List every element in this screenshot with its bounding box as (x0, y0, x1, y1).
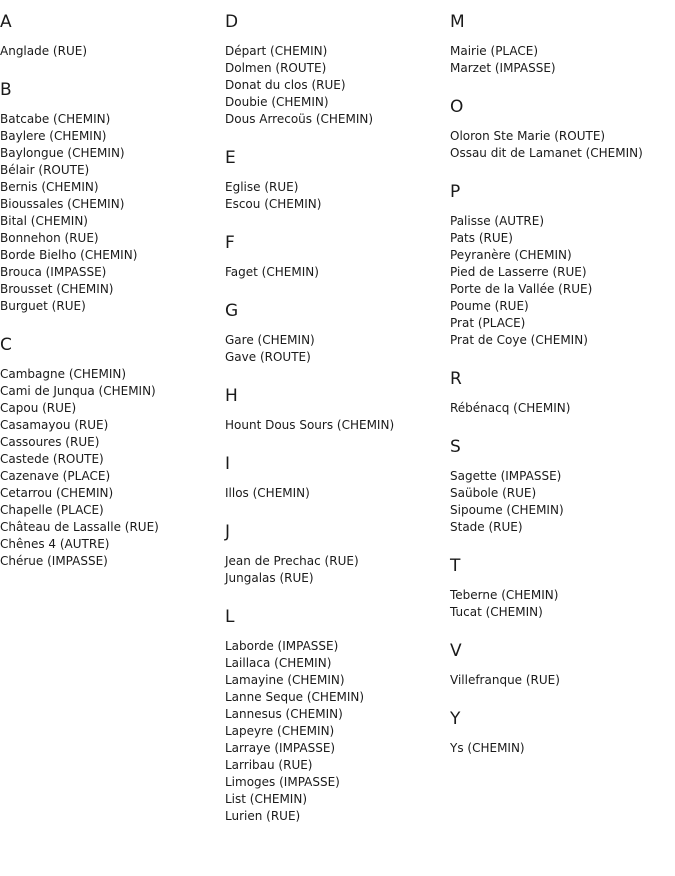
section-letter-heading: H (225, 386, 238, 406)
street-entry: Dous Arrecoüs (CHEMIN) (225, 112, 374, 126)
street-entry: Illos (CHEMIN) (225, 486, 310, 500)
street-list (225, 179, 450, 213)
letter-section (225, 11, 450, 128)
street-entry: Porte de la Vallée (RUE) (450, 282, 593, 296)
street-entry: Prat (PLACE) (450, 316, 526, 330)
street-list (450, 128, 675, 162)
letter-section (450, 436, 675, 536)
index-column (450, 11, 675, 776)
section-letter-heading: E (225, 148, 236, 168)
street-entry: Poume (RUE) (450, 299, 529, 313)
street-list (225, 417, 450, 434)
street-list (0, 366, 225, 570)
section-letter-heading: T (450, 556, 461, 576)
street-entry: Brousset (CHEMIN) (0, 282, 114, 296)
street-entry: Borde Bielho (CHEMIN) (0, 248, 138, 262)
street-entry: Saübole (RUE) (450, 486, 537, 500)
letter-section (0, 334, 225, 570)
section-letter-heading: A (0, 12, 12, 32)
street-entry: Gare (CHEMIN) (225, 333, 315, 347)
letter-section (450, 96, 675, 162)
street-entry: Ys (CHEMIN) (450, 741, 525, 755)
street-list (225, 485, 450, 502)
street-entry: Pied de Lasserre (RUE) (450, 265, 587, 279)
section-letter-heading: G (225, 301, 239, 321)
street-entry: Cazenave (PLACE) (0, 469, 111, 483)
street-list (450, 43, 675, 77)
street-entry: Cami de Junqua (CHEMIN) (0, 384, 156, 398)
section-letter-heading: B (0, 80, 12, 100)
street-list (225, 43, 450, 128)
street-entry: Larribau (RUE) (225, 758, 313, 772)
street-entry: Chênes 4 (AUTRE) (0, 537, 110, 551)
street-list (225, 264, 450, 281)
street-list (225, 638, 450, 825)
street-entry: Jungalas (RUE) (225, 571, 314, 585)
letter-section (225, 300, 450, 366)
street-entry: Dolmen (ROUTE) (225, 61, 327, 75)
street-entry: Pats (RUE) (450, 231, 513, 245)
street-entry: Limoges (IMPASSE) (225, 775, 340, 789)
letter-section (450, 368, 675, 417)
index-column (225, 11, 450, 844)
street-entry: Faget (CHEMIN) (225, 265, 319, 279)
section-letter-heading: C (0, 335, 12, 355)
street-entry: Burguet (RUE) (0, 299, 86, 313)
section-letter-heading: V (450, 641, 462, 661)
street-entry: Chérue (IMPASSE) (0, 554, 108, 568)
street-entry: Escou (CHEMIN) (225, 197, 322, 211)
street-entry: Sagette (IMPASSE) (450, 469, 562, 483)
index-column (0, 11, 225, 589)
street-entry: Anglade (RUE) (0, 44, 87, 58)
section-letter-heading: Y (450, 709, 461, 729)
street-entry: Baylere (CHEMIN) (0, 129, 107, 143)
street-list (0, 111, 225, 315)
street-entry: Ossau dit de Lamanet (CHEMIN) (450, 146, 643, 160)
street-entry: Lapeyre (CHEMIN) (225, 724, 335, 738)
street-entry: Larraye (IMPASSE) (225, 741, 336, 755)
letter-section (450, 181, 675, 349)
street-list (450, 740, 675, 757)
street-entry: Oloron Ste Marie (ROUTE) (450, 129, 606, 143)
street-entry: Doubie (CHEMIN) (225, 95, 329, 109)
street-entry: Chapelle (PLACE) (0, 503, 104, 517)
section-letter-heading: O (450, 97, 464, 117)
street-entry: Château de Lassalle (RUE) (0, 520, 159, 534)
letter-section (450, 555, 675, 621)
street-entry: Bioussales (CHEMIN) (0, 197, 125, 211)
street-list (450, 400, 675, 417)
street-entry: Capou (RUE) (0, 401, 77, 415)
street-entry: Hount Dous Sours (CHEMIN) (225, 418, 395, 432)
street-list (0, 43, 225, 60)
letter-section (225, 147, 450, 213)
street-entry: Stade (RUE) (450, 520, 523, 534)
street-entry: Palisse (AUTRE) (450, 214, 545, 228)
street-entry: Bélair (ROUTE) (0, 163, 90, 177)
street-entry: Lannesus (CHEMIN) (225, 707, 343, 721)
letter-section (225, 232, 450, 281)
letter-section (450, 708, 675, 757)
street-entry: Mairie (PLACE) (450, 44, 539, 58)
section-letter-heading: R (450, 369, 462, 389)
street-entry: Teberne (CHEMIN) (450, 588, 559, 602)
letter-section (0, 79, 225, 315)
section-letter-heading: F (225, 233, 235, 253)
street-entry: Batcabe (CHEMIN) (0, 112, 111, 126)
letter-section (225, 453, 450, 502)
section-letter-heading: P (450, 182, 461, 202)
street-list (450, 672, 675, 689)
letter-section (225, 385, 450, 434)
street-entry: Lurien (RUE) (225, 809, 301, 823)
section-letter-heading: S (450, 437, 461, 457)
street-entry: Bonnehon (RUE) (0, 231, 99, 245)
street-entry: Bernis (CHEMIN) (0, 180, 99, 194)
section-letter-heading: L (225, 607, 235, 627)
street-entry: Sipoume (CHEMIN) (450, 503, 564, 517)
street-entry: Cetarrou (CHEMIN) (0, 486, 114, 500)
street-list (450, 213, 675, 349)
street-entry: Jean de Prechac (RUE) (225, 554, 359, 568)
letter-section (225, 606, 450, 825)
section-letter-heading: I (225, 454, 231, 474)
street-entry: Casamayou (RUE) (0, 418, 109, 432)
street-entry: Marzet (IMPASSE) (450, 61, 556, 75)
street-entry: Prat de Coye (CHEMIN) (450, 333, 588, 347)
street-entry: Départ (CHEMIN) (225, 44, 328, 58)
street-entry: Cassoures (RUE) (0, 435, 100, 449)
street-entry: Brouca (IMPASSE) (0, 265, 107, 279)
street-entry: Peyranère (CHEMIN) (450, 248, 572, 262)
street-entry: Laborde (IMPASSE) (225, 639, 339, 653)
letter-section (450, 640, 675, 689)
street-entry: Tucat (CHEMIN) (450, 605, 543, 619)
street-list (225, 553, 450, 587)
letter-section (0, 11, 225, 60)
street-entry: Lamayine (CHEMIN) (225, 673, 345, 687)
section-letter-heading: D (225, 12, 239, 32)
street-entry: Villefranque (RUE) (450, 673, 560, 687)
street-list (450, 587, 675, 621)
street-entry: Cambagne (CHEMIN) (0, 367, 127, 381)
street-entry: Bital (CHEMIN) (0, 214, 88, 228)
street-entry: Castede (ROUTE) (0, 452, 104, 466)
street-entry: Baylongue (CHEMIN) (0, 146, 125, 160)
street-entry: Laillaca (CHEMIN) (225, 656, 332, 670)
street-list (450, 468, 675, 536)
section-letter-heading: M (450, 12, 465, 32)
street-entry: Eglise (RUE) (225, 180, 299, 194)
street-entry: Donat du clos (RUE) (225, 78, 346, 92)
street-entry: Gave (ROUTE) (225, 350, 311, 364)
letter-section (225, 521, 450, 587)
street-entry: List (CHEMIN) (225, 792, 308, 806)
street-entry: Lanne Seque (CHEMIN) (225, 690, 365, 704)
street-list (225, 332, 450, 366)
letter-section (450, 11, 675, 77)
section-letter-heading: J (225, 522, 231, 542)
street-entry: Rébénacq (CHEMIN) (450, 401, 571, 415)
